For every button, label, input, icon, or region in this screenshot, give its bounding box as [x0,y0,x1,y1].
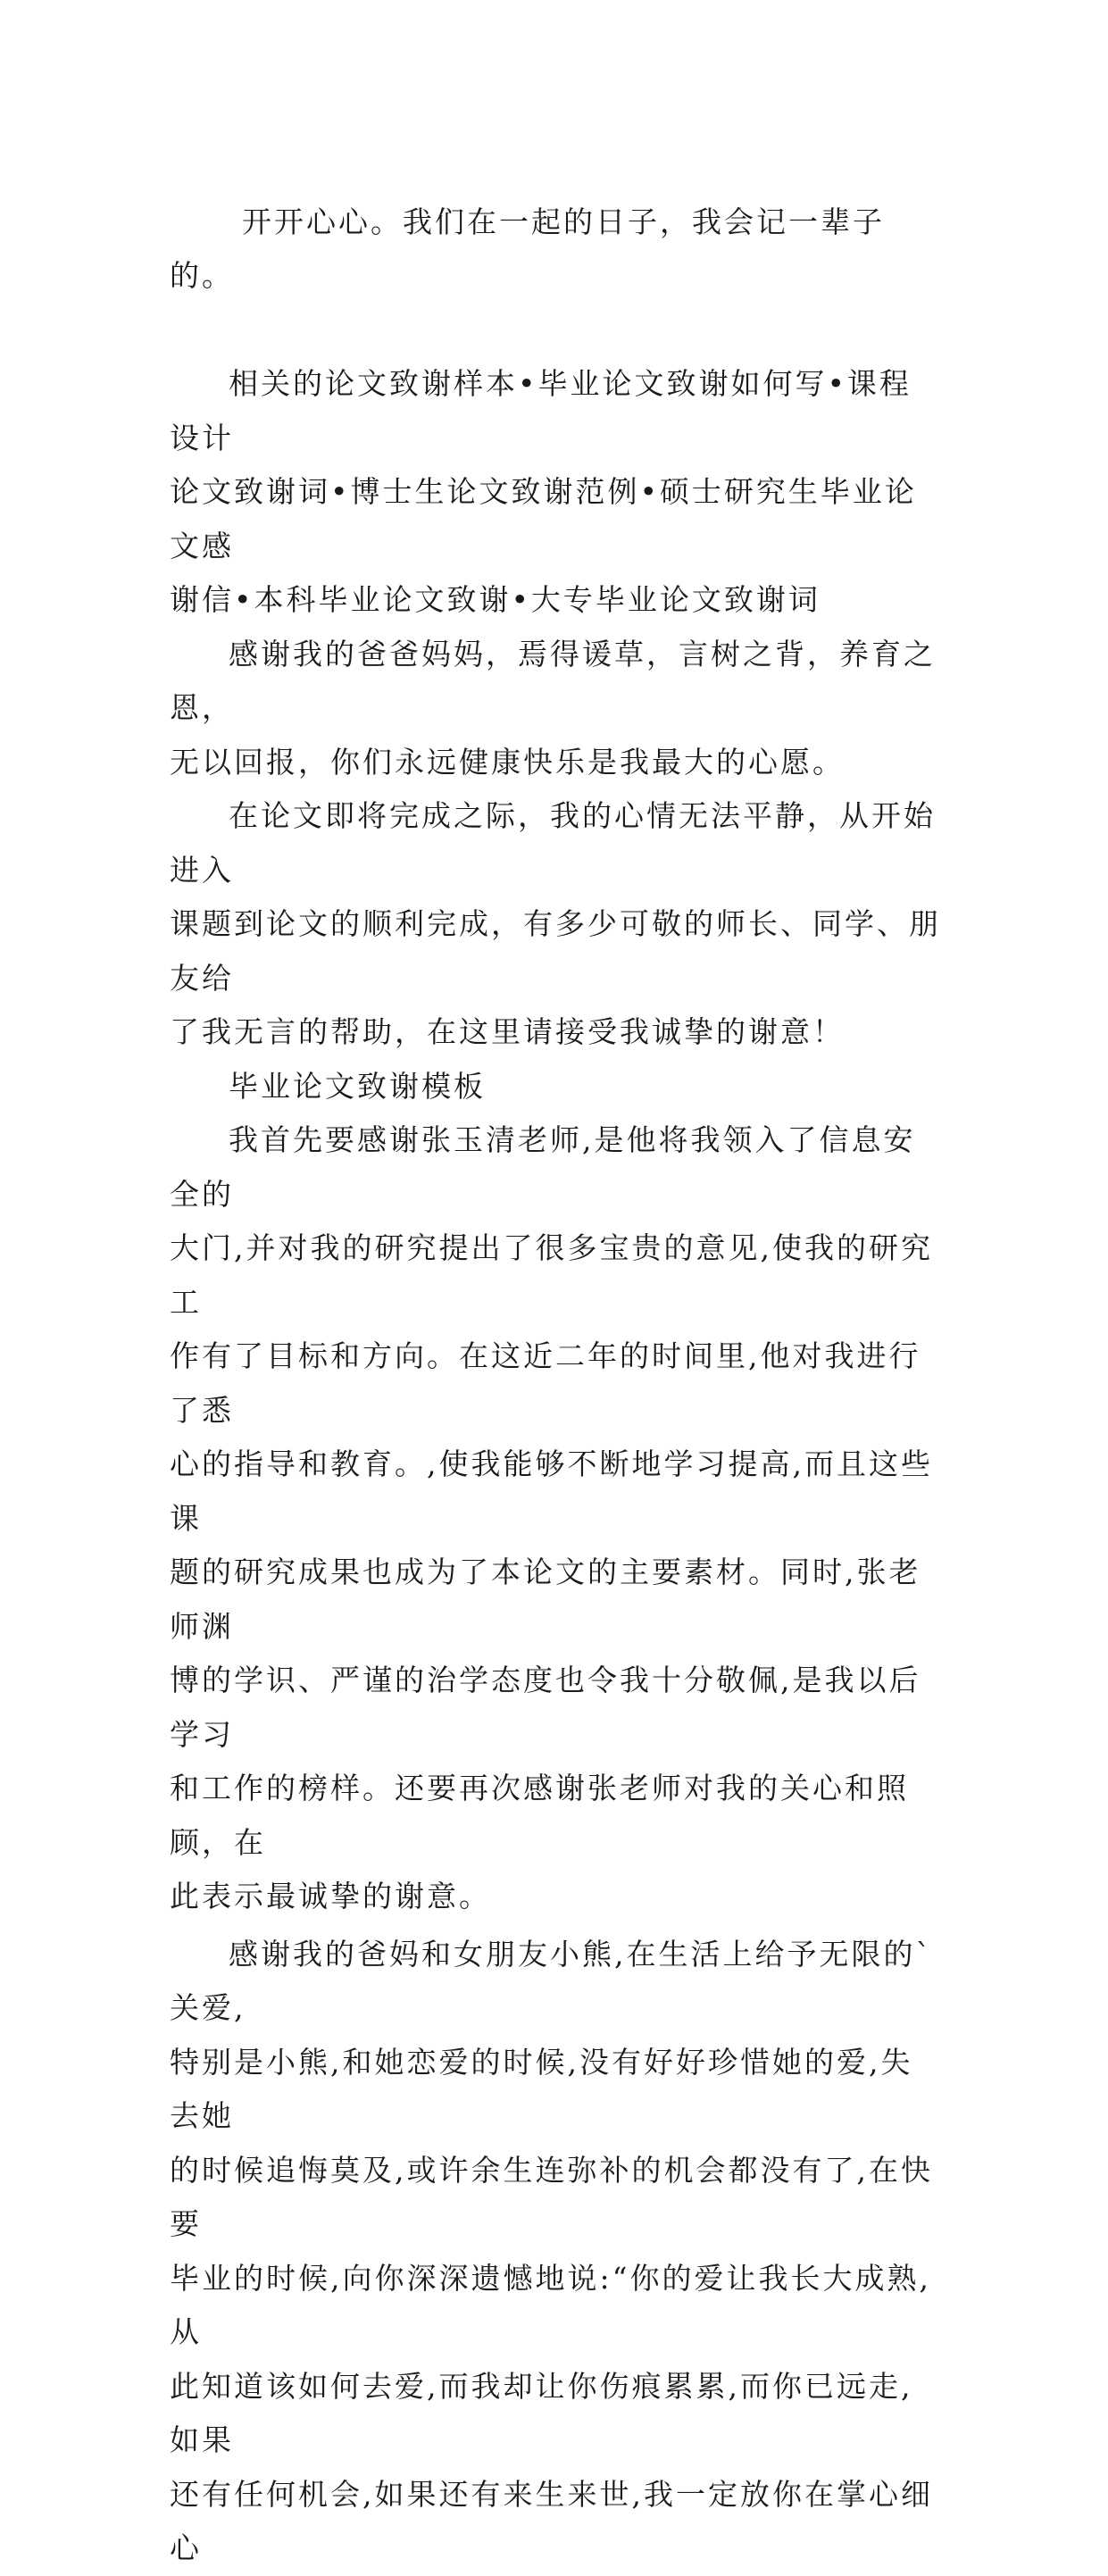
text-line: 课题到论文的顺利完成，有多少可敬的师长、同学、朋友给 [170,906,941,996]
text-line: 毕业的时候,向你深深遗憾地说:“你的爱让我长大成熟,从 [170,2260,931,2349]
text-line: 题的研究成果也成为了本论文的主要素材。同时,张老师渊 [170,1555,921,1644]
text-line: 特别是小熊,和她恋爱的时候,没有好好珍惜她的爱,失去她 [170,2044,913,2133]
text-line: 谢信•本科毕业论文致谢•大专毕业论文致谢词 [170,582,821,617]
text-line: 博的学识、严谨的治学态度也令我十分敬佩,是我以后学习 [170,1663,921,1752]
text-line: 感谢我的爸妈和女朋友小熊,在生活上给予无限的`关爱, [170,1936,933,2025]
text-line: 我首先要感谢张玉清老师,是他将我领入了信息安全的 [170,1122,916,1212]
text-line: 大门,并对我的研究提出了很多宝贵的意见,使我的研究工 [170,1230,933,1320]
paragraph-thanks-parents [170,628,943,790]
text-line: 此表示最诚挚的谢意。 [170,1879,491,1913]
text-line: 相关的论文致谢样本•毕业论文致谢如何写•课程设计 [170,366,912,455]
text-line: 了我无言的帮助，在这里请接受我诚挚的谢意！ [170,1014,845,1049]
section-title: 毕业论文致谢模板 [229,1068,486,1104]
paragraph-thanks-advisor [170,1113,943,1924]
text-line: 心的指导和教育。,使我能够不断地学习提高,而且这些课 [170,1446,933,1536]
text-line: 的时候追悔莫及,或许余生连弥补的机会都没有了,在快要 [170,2152,933,2241]
paragraph-continuation [170,141,943,357]
text-line: 论文致谢词•博士生论文致谢范例•硕士研究生毕业论文感 [170,474,917,563]
text-line: 在论文即将完成之际，我的心情无法平静，从开始进入 [170,798,936,888]
section-heading [170,1060,943,1114]
text-line: 无以回报，你们永远健康快乐是我最大的心愿。 [170,744,845,779]
text-line: 感谢我的爸爸妈妈，焉得谖草，言树之背，养育之恩， [170,636,936,725]
paragraph-thanks-family [170,1928,943,2576]
paragraph-related-links [170,357,943,628]
text-line: 作有了目标和方向。在这近二年的时间里,他对我进行了悉 [170,1338,921,1428]
text-line: 此知道该如何去爱,而我却让你伤痕累累,而你已远走,如果 [170,2368,913,2457]
text-line: 和工作的榜样。还要再次感谢张老师对我的关心和照顾，在 [170,1771,909,1860]
body-text [170,141,943,2576]
text-line: 还有任何机会,如果还有来生来世,我一定放你在掌心细心 [170,2476,933,2565]
text-line: 开开心心。我们在一起的日子，我会记一辈子的。 [170,204,885,293]
paragraph-thesis-completion [170,789,943,1060]
